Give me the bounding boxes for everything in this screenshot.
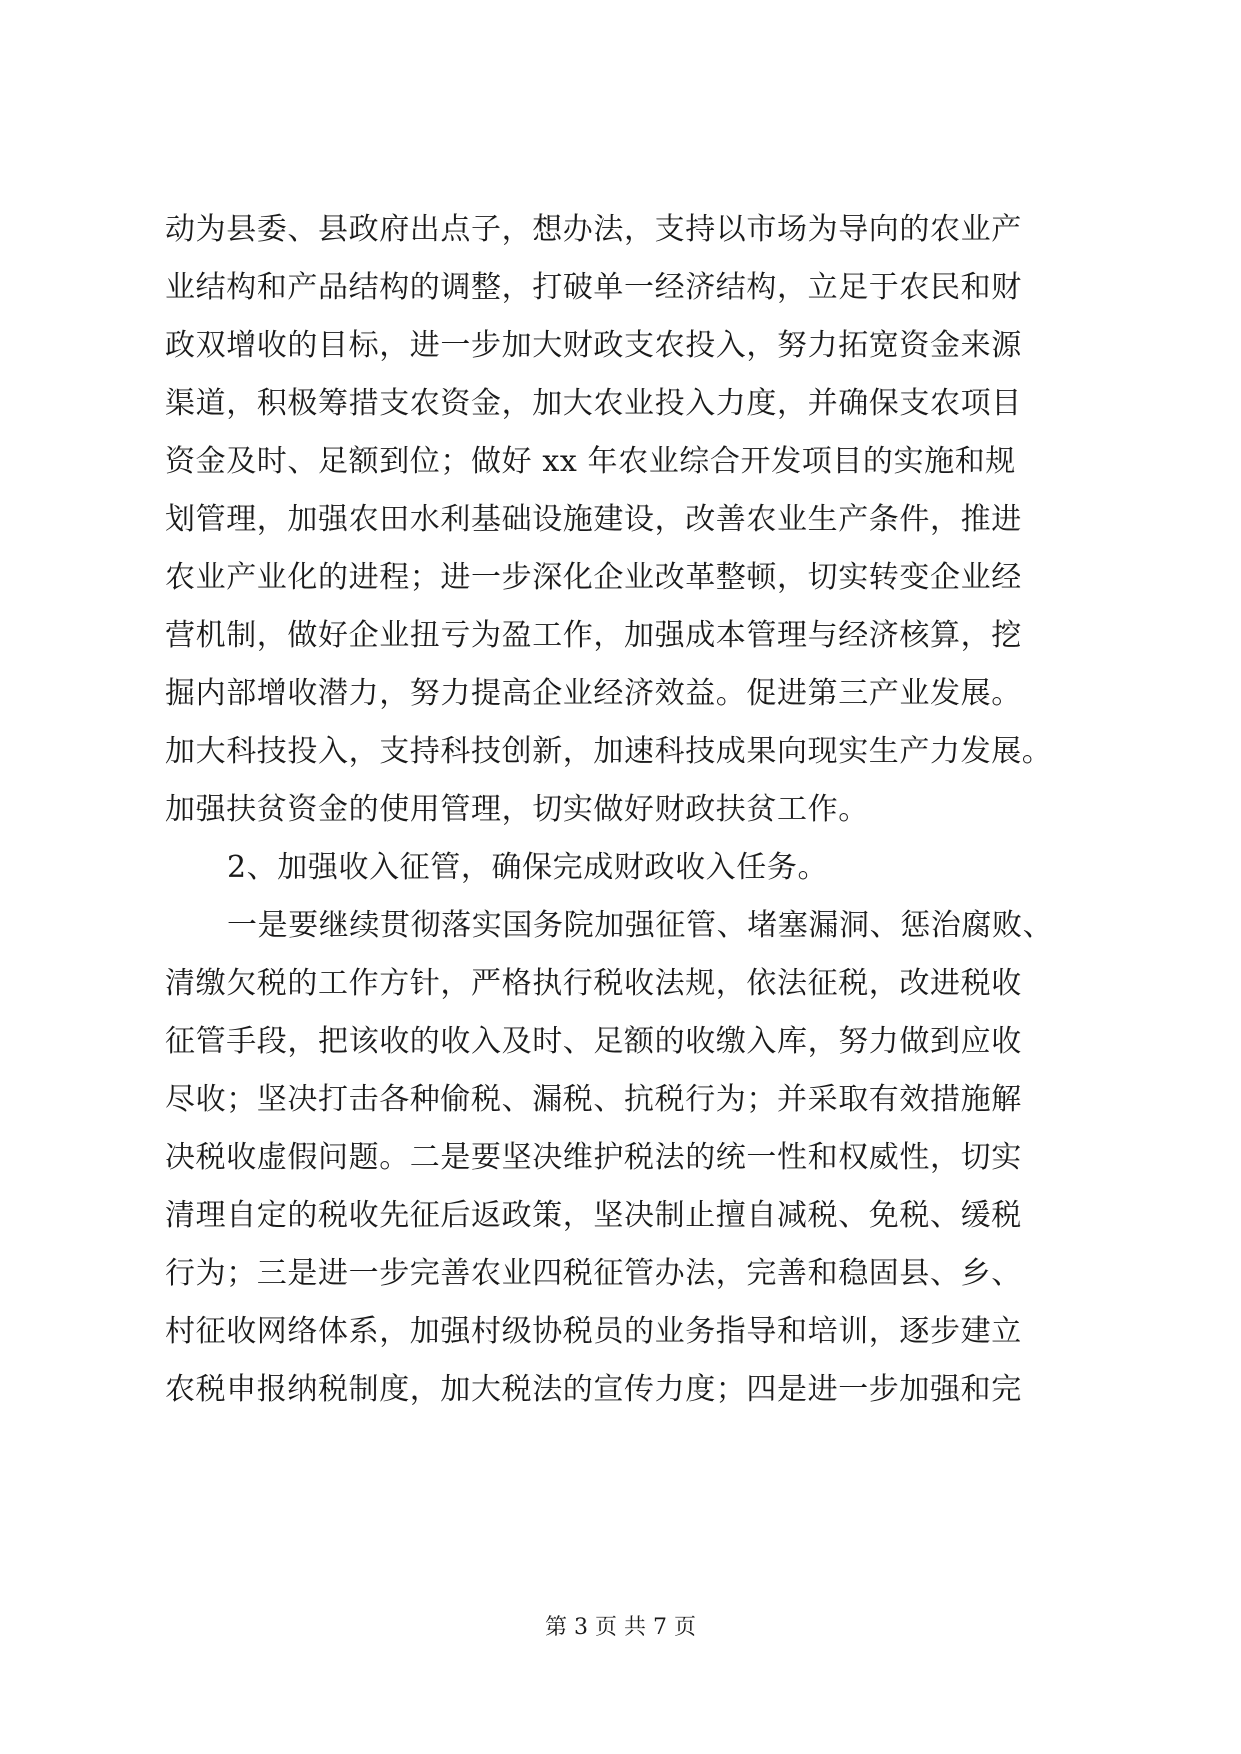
- text-line: 划管理，加强农田水利基础设施建设，改善农业生产条件，推进: [165, 502, 1022, 537]
- text-line: 决税收虚假问题。二是要坚决维护税法的统一性和权威性，切实: [165, 1140, 1022, 1175]
- section-heading: 2、加强收入征管，确保完成财政收入任务。: [227, 850, 829, 885]
- text-line: 营机制，做好企业扭亏为盈工作，加强成本管理与经济核算，挖: [165, 618, 1022, 653]
- text-line: 尽收；坚决打击各种偷税、漏税、抗税行为；并采取有效措施解: [165, 1082, 1022, 1117]
- text-line: 行为；三是进一步完善农业四税征管办法，完善和稳固县、乡、: [165, 1256, 1022, 1291]
- text-line: 征管手段，把该收的收入及时、足额的收缴入库，努力做到应收: [165, 1024, 1022, 1059]
- text-line: 渠道，积极筹措支农资金，加大农业投入力度，并确保支农项目: [165, 386, 1022, 421]
- text-line: 加大科技投入，支持科技创新，加速科技成果向现实生产力发展。: [165, 734, 1053, 769]
- text-line: 村征收网络体系，加强村级协税员的业务指导和培训，逐步建立: [165, 1314, 1022, 1349]
- text-line: 农税申报纳税制度，加大税法的宣传力度；四是进一步加强和完: [165, 1372, 1022, 1407]
- page-number-footer: 第 3 页 共 7 页: [545, 1615, 696, 1640]
- text-line: 一是要继续贯彻落实国务院加强征管、堵塞漏洞、惩治腐败、: [227, 908, 1054, 943]
- text-line: 掘内部增收潜力，努力提高企业经济效益。促进第三产业发展。: [165, 676, 1022, 711]
- text-line: 加强扶贫资金的使用管理，切实做好财政扶贫工作。: [165, 792, 869, 827]
- text-line: 资金及时、足额到位；做好 xx 年农业综合开发项目的实施和规: [165, 444, 1016, 479]
- text-line: 清理自定的税收先征后返政策，坚决制止擅自减税、免税、缓税: [165, 1198, 1022, 1233]
- text-line: 动为县委、县政府出点子，想办法，支持以市场为导向的农业产: [165, 212, 1022, 247]
- text-line: 农业产业化的进程；进一步深化企业改革整顿，切实转变企业经: [165, 560, 1022, 595]
- text-line: 政双增收的目标，进一步加大财政支农投入，努力拓宽资金来源: [165, 328, 1022, 363]
- text-line: 业结构和产品结构的调整，打破单一经济结构，立足于农民和财: [165, 270, 1022, 305]
- text-line: 清缴欠税的工作方针，严格执行税收法规，依法征税，改进税收: [165, 966, 1022, 1001]
